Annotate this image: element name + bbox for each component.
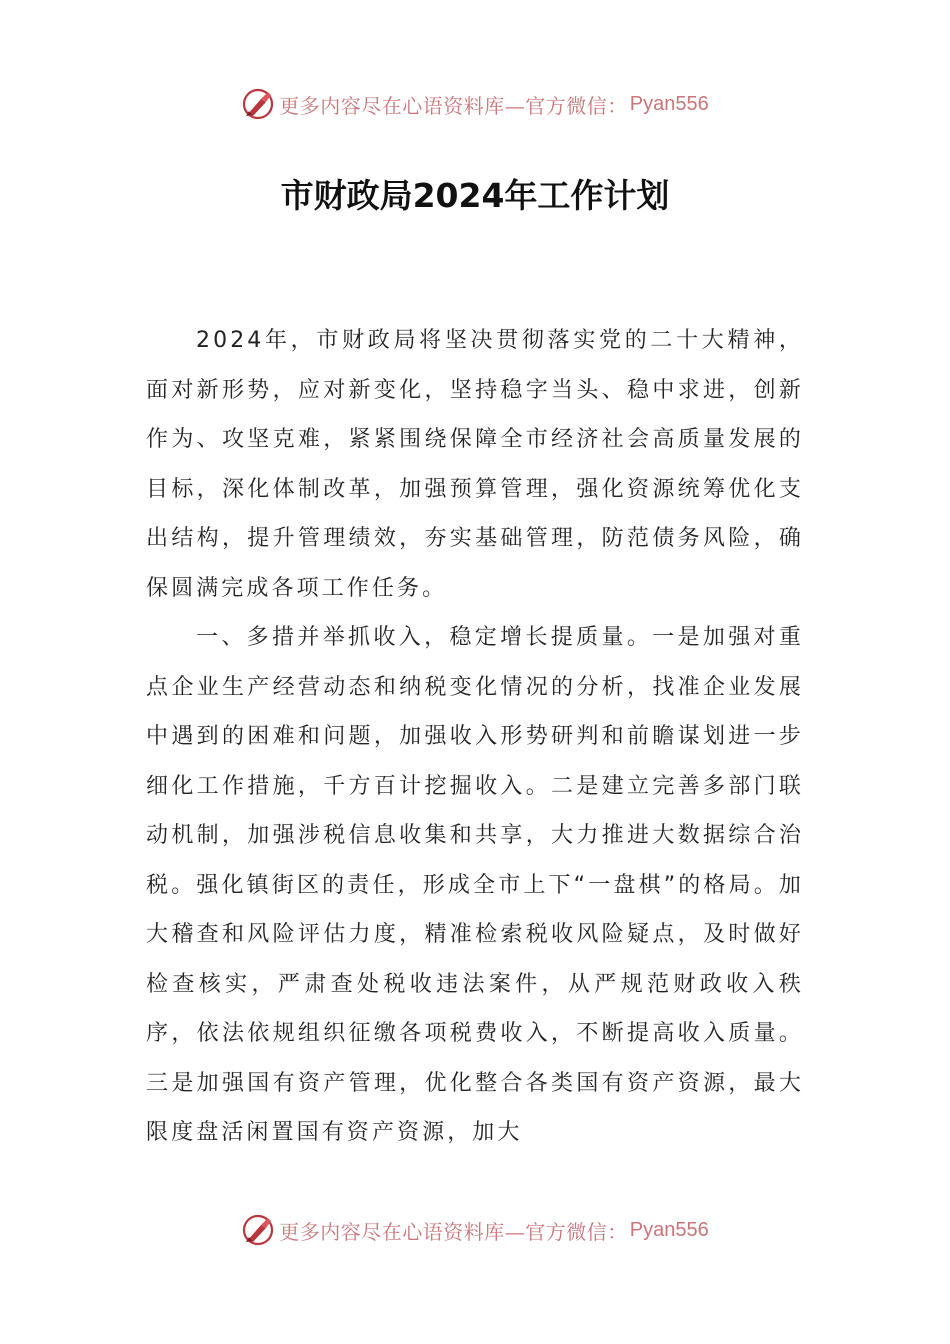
pen-nib-circle-icon: [241, 1213, 275, 1247]
wechat-id: Pyan556: [629, 1218, 709, 1241]
pen-nib-circle-icon: [241, 87, 275, 121]
header-watermark-banner: [0, 84, 950, 124]
document-title: 市财政局2024年工作计划: [280, 176, 670, 215]
banner-text: 更多内容尽在心语资料库—官方微信：: [279, 93, 628, 118]
footer-watermark-banner: [0, 1210, 950, 1250]
document-body: [146, 316, 804, 1158]
banner-text: 更多内容尽在心语资料库—官方微信：: [279, 1219, 628, 1244]
wechat-id: Pyan556: [629, 92, 709, 115]
paragraph-section-1: 一、多措并举抓收入，稳定增长提质量。一是加强对重点企业生产经营动态和纳税变化情况的分析，找准企业发展中遇到的困难和问题，加强收入形势研判和前瞻谋划进一步细化工作措施，千方百计挖掘收入。二是建立完善多部门联动机制，加强涉税信息收集和共享，大力推进大数据综合治税。强化镇街区的责任，形成全市上下“一盘棋”的格局。加大稽查和风险评估力度，精准检索税收风险疑点，及时做好检查核实，严肃查处税收违法案件，从严规范财政收入秩序，依法依规组织征缴各项税费收入，不断提高收入质量。三是加强国有资产管理，优化整合各类国有资产资源，最大限度盘活闲置国有资产资源，加大: [146, 625, 804, 1145]
paragraph-intro: 2024年，市财政局将坚决贯彻落实党的二十大精神，面对新形势，应对新变化，坚持稳字当头、稳中求进，创新作为、攻坚克难，紧紧围绕保障全市经济社会高质量发展的目标，深化体制改革，加强预算管理，强化资源统筹优化支出结构，提升管理绩效，夯实基础管理，防范债务风险，确保圆满完成各项工作任务。: [146, 328, 804, 601]
